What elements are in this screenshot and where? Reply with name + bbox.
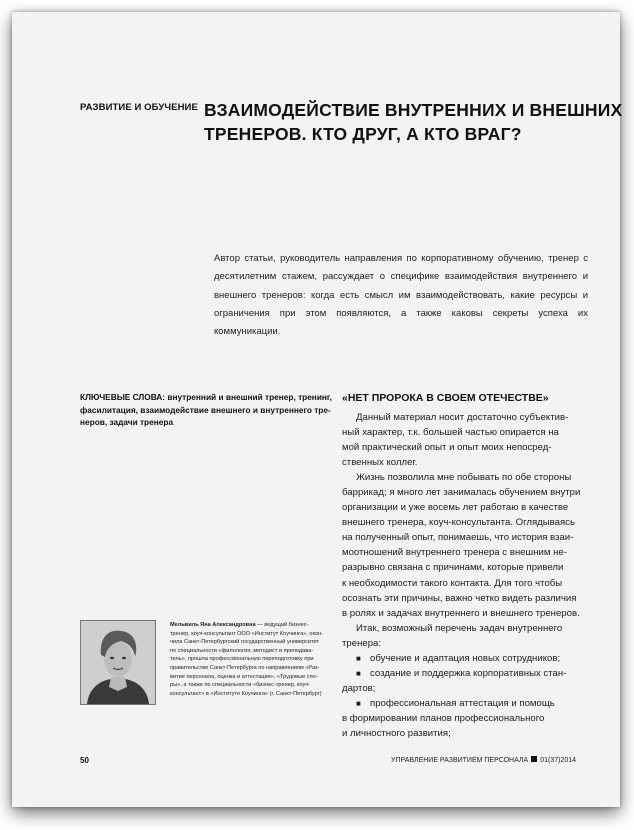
body-line: внешнего тренера, коуч-консультанта. Оглядываясь <box>342 517 575 529</box>
body-line: тренера: <box>342 637 382 649</box>
author-name: Мельвиль Яна Александровна <box>170 622 256 628</box>
body-line: разрывно связана с причинами, которые привели <box>342 562 564 574</box>
article-body <box>342 410 612 741</box>
bullet-continuation: в формировании планов профессионального <box>342 712 545 724</box>
bullet-item <box>342 696 612 711</box>
author-bio-line: тренер, коуч-консультант ООО «Институт Коучинга», окон- <box>170 630 324 637</box>
author-photo <box>80 620 156 705</box>
author-bio-line: ры», а также по специальности «бизнес-тренер, коуч- <box>170 682 311 689</box>
body-line: в ролях и задачах внутреннего и внешнего тренеров. <box>342 607 580 619</box>
body-line: Жизнь позволила мне побывать по обе стороны <box>356 472 572 484</box>
article-lead: Автор статьи, руководитель направления по корпоративному обучению, тренер с десятилетним стажем, рассуждает о специфике взаимодействия внутреннего и внешнего тренеров: когда есть смысл им взаимодействовать, какие ресурсы и ограничения при этом появляются, а также каковы секреты успеха их коммуникации. <box>214 253 588 338</box>
journal-name: УПРАВЛЕНИЕ РАЗВИТИЕМ ПЕРСОНАЛА <box>391 757 529 764</box>
body-line: ный характер, т.к. большей частью опирается на <box>342 427 559 439</box>
body-line: осознать эти причины, важно четко видеть различия <box>342 592 577 604</box>
bullet-item <box>342 651 612 666</box>
body-line: мой практический опыт и опыт моих непосред- <box>342 442 552 454</box>
body-line: баррикад; я много лет занималась обучением внутри <box>342 487 581 499</box>
author-bio-line: витие персонала, оценка и аттестация», «Трудовые спо- <box>170 673 318 680</box>
bullet-continuation: дартов; <box>342 682 376 694</box>
magazine-page <box>12 12 623 807</box>
author-bio-line: по специальности «филология, методист и преподава- <box>170 647 314 654</box>
body-line: ственных коллег. <box>342 457 418 469</box>
author-bio-line: консультант» в «Институте Коучинга» (г. Санкт-Петербург) <box>170 690 322 697</box>
bullet-text: профессиональная аттестация и помощь <box>370 697 555 709</box>
author-bio <box>170 621 335 698</box>
bullet-text: создание и поддержка корпоративных стан- <box>370 667 567 679</box>
keywords-line: неров, задачи тренера <box>80 417 174 427</box>
journal-issue: 01(37)2014 <box>540 757 576 764</box>
body-line: к необходимости такого контакта. Для того чтобы <box>342 577 563 589</box>
journal-footer <box>391 756 576 764</box>
page-number: 50 <box>80 756 89 765</box>
body-line: Данный материал носит достаточно субъектив- <box>356 412 569 423</box>
article-title <box>204 98 623 146</box>
square-bullet-icon: ■ <box>356 668 361 678</box>
keywords-line: фасилитация, взаимодействие внешнего и внутреннего тре- <box>80 404 331 415</box>
section-heading: «НЕТ ПРОРОКА В СВОЕМ ОТЕЧЕСТВЕ» <box>342 392 549 404</box>
author-bio-line: правительстве Санкт-Петербурга по направлениям «Раз- <box>170 664 320 671</box>
author-bio-line: тель», прошла профессиональную переподготовку при <box>170 656 314 663</box>
keywords-line: КЛЮЧЕВЫЕ СЛОВА: внутренний и внешний тренер, тренинг, <box>80 392 332 402</box>
author-bio-text: — ведущий бизнес- <box>255 622 309 628</box>
author-portrait-icon <box>81 621 155 704</box>
square-bullet-icon: ■ <box>356 653 361 663</box>
body-line: моотношений внутреннего тренера с внешним не- <box>342 547 567 559</box>
bullet-text: обучение и адаптация новых сотрудников; <box>370 652 561 664</box>
author-bio-line <box>170 621 335 630</box>
author-bio-line: чила Санкт-Петербургский государственный университет <box>170 639 319 646</box>
section-label: РАЗВИТИЕ И ОБУЧЕНИЕ <box>80 102 198 113</box>
body-line: организации и уже восемь лет работаю в качестве <box>342 502 569 514</box>
bullet-continuation: и личностного развития; <box>342 727 451 739</box>
body-line: Итак, возможный перечень задач внутреннего <box>356 622 563 634</box>
bullet-item <box>342 666 612 681</box>
square-separator-icon <box>531 756 537 762</box>
article-title-line: ТРЕНЕРОВ. КТО ДРУГ, А КТО ВРАГ? <box>204 124 522 144</box>
keywords-block <box>80 391 330 429</box>
article-title-line: ВЗАИМОДЕЙСТВИЕ ВНУТРЕННИХ И ВНЕШНИХ <box>204 100 623 120</box>
square-bullet-icon: ■ <box>356 698 361 708</box>
body-line: на полученный опыт, понимаешь, что история взаи- <box>342 532 574 544</box>
